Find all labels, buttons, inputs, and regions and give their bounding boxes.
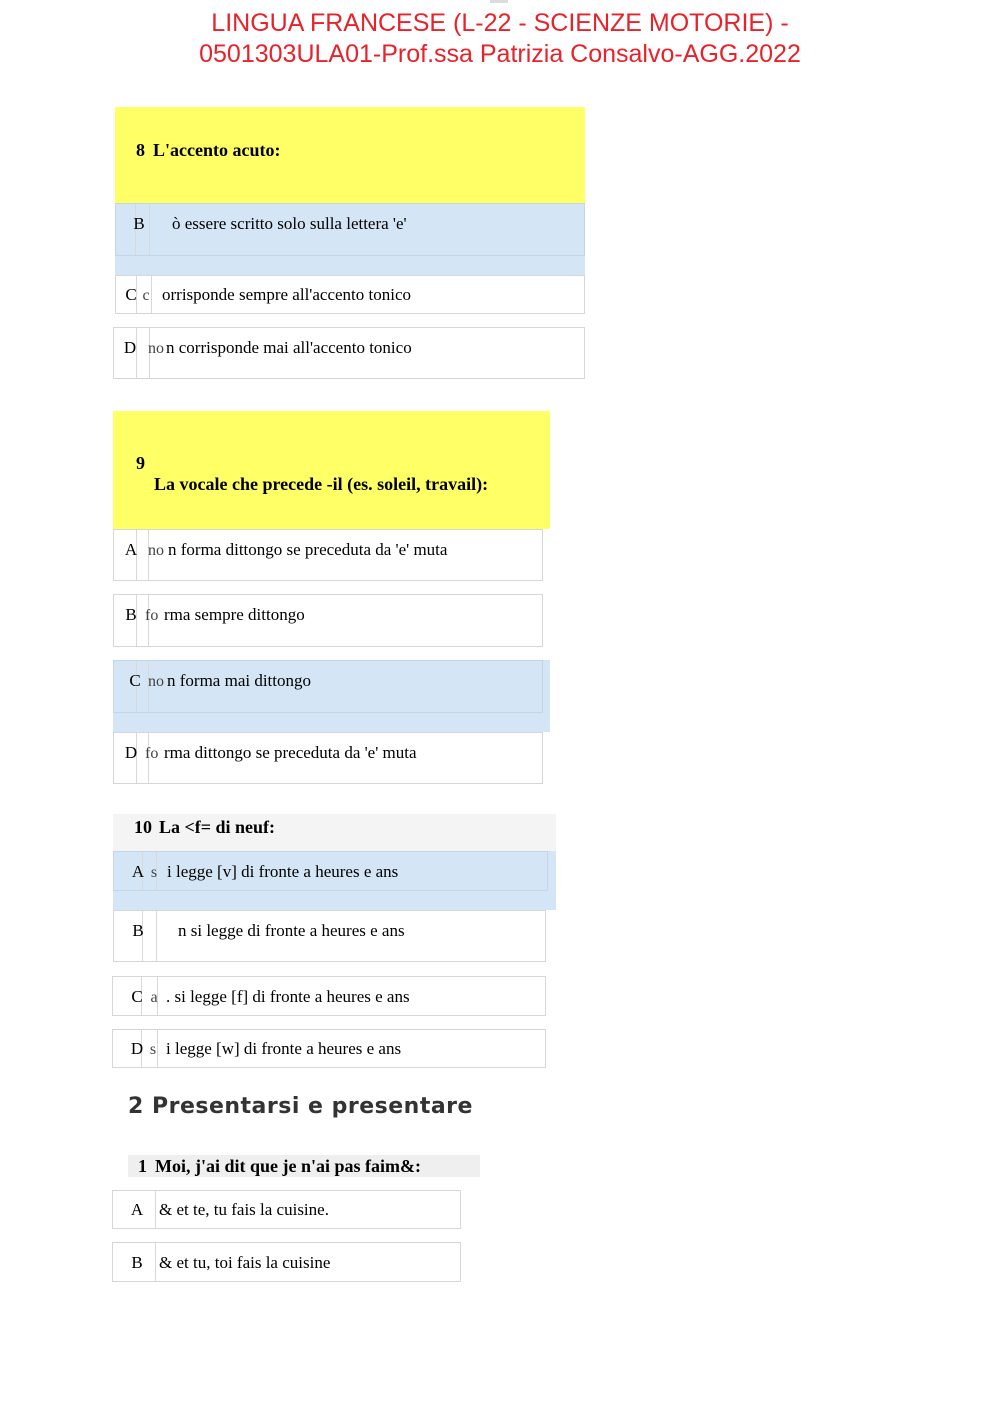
answer-fragment: no	[148, 673, 164, 690]
answer-option-selected[interactable]	[113, 660, 543, 713]
answer-letter: D	[130, 1039, 144, 1058]
answer-option[interactable]	[113, 910, 546, 962]
question-8-header	[115, 107, 585, 203]
answer-text: n forma mai dittongo	[167, 671, 312, 690]
answer-letter: B	[131, 1253, 143, 1272]
question-number: 9	[136, 453, 145, 473]
answer-letter: B	[132, 921, 144, 940]
answer-text: ò essere scritto solo sulla lettera 'e'	[172, 214, 407, 233]
answer-option[interactable]	[113, 732, 543, 784]
answer-text: & et te, tu fais la cuisine.	[159, 1200, 329, 1219]
answer-fragment: fo	[145, 745, 159, 762]
answer-option[interactable]	[115, 275, 585, 314]
header-line-2: 0501303ULA01-Prof.ssa Patrizia Consalvo-AGG.2022	[199, 40, 801, 68]
answer-letter: A	[124, 540, 138, 559]
answer-fragment: s	[150, 864, 158, 881]
answer-option-selected[interactable]	[113, 851, 548, 891]
section-title: 2 Presentarsi e presentare	[128, 1094, 473, 1119]
answer-fragment: no	[148, 340, 164, 357]
answer-option[interactable]	[112, 1190, 461, 1229]
answer-text: n corrisponde mai all'accento tonico	[166, 338, 412, 357]
answer-text: rma dittongo se preceduta da 'e' muta	[164, 743, 417, 762]
page-header	[0, 8, 1000, 70]
question-text: L'accento acuto:	[153, 140, 281, 160]
answer-fragment: fo	[145, 607, 159, 624]
answer-option[interactable]	[113, 529, 543, 581]
answer-text: rma sempre dittongo	[164, 605, 305, 624]
answer-option[interactable]	[112, 976, 546, 1016]
question-9-header	[113, 411, 550, 529]
answer-text: orrisponde sempre all'accento tonico	[162, 285, 411, 304]
answer-letter: D	[124, 743, 138, 762]
answer-letter: C	[125, 285, 137, 304]
answer-letter: C	[131, 987, 143, 1006]
question-number: 10	[134, 817, 152, 837]
answer-letter: B	[125, 605, 137, 624]
answer-option[interactable]	[113, 327, 585, 379]
answer-fragment: a	[150, 989, 158, 1006]
answer-fragment: no	[148, 542, 164, 559]
header-line-1: LINGUA FRANCESE (L-22 - SCIENZE MOTORIE) -	[211, 9, 789, 37]
answer-fragment: c	[142, 287, 150, 304]
answer-text: n forma dittongo se preceduta da 'e' muta	[168, 540, 448, 559]
answer-letter: A	[130, 1200, 144, 1219]
answer-fragment: s	[149, 1041, 157, 1058]
question-10-header	[113, 814, 556, 851]
answer-text: i legge [v] di fronte a heures e ans	[167, 862, 399, 881]
question-text: Moi, j'ai dit que je n'ai pas faim&:	[155, 1156, 421, 1176]
answer-letter: B	[133, 214, 145, 233]
question-number: 8	[136, 140, 145, 160]
section2-question-1-header	[128, 1155, 480, 1177]
question-text: La vocale che precede -il (es. soleil, travail):	[154, 474, 489, 494]
answer-text: & et tu, toi fais la cuisine	[159, 1253, 331, 1272]
question-text: La <f= di neuf:	[159, 817, 276, 837]
question-number: 1	[138, 1156, 147, 1176]
answer-letter: A	[131, 862, 145, 881]
answer-option[interactable]	[113, 594, 543, 647]
answer-option[interactable]	[112, 1029, 546, 1068]
answer-option-selected[interactable]	[115, 203, 585, 256]
answer-text: n si legge di fronte a heures e ans	[178, 921, 405, 940]
answer-option[interactable]	[112, 1242, 461, 1282]
answer-text: i legge [w] di fronte a heures e ans	[166, 1039, 402, 1058]
answer-text: . si legge [f] di fronte a heures e ans	[166, 987, 410, 1006]
top-mark	[490, 0, 508, 3]
answer-letter: D	[123, 338, 137, 357]
answer-letter: C	[129, 671, 141, 690]
